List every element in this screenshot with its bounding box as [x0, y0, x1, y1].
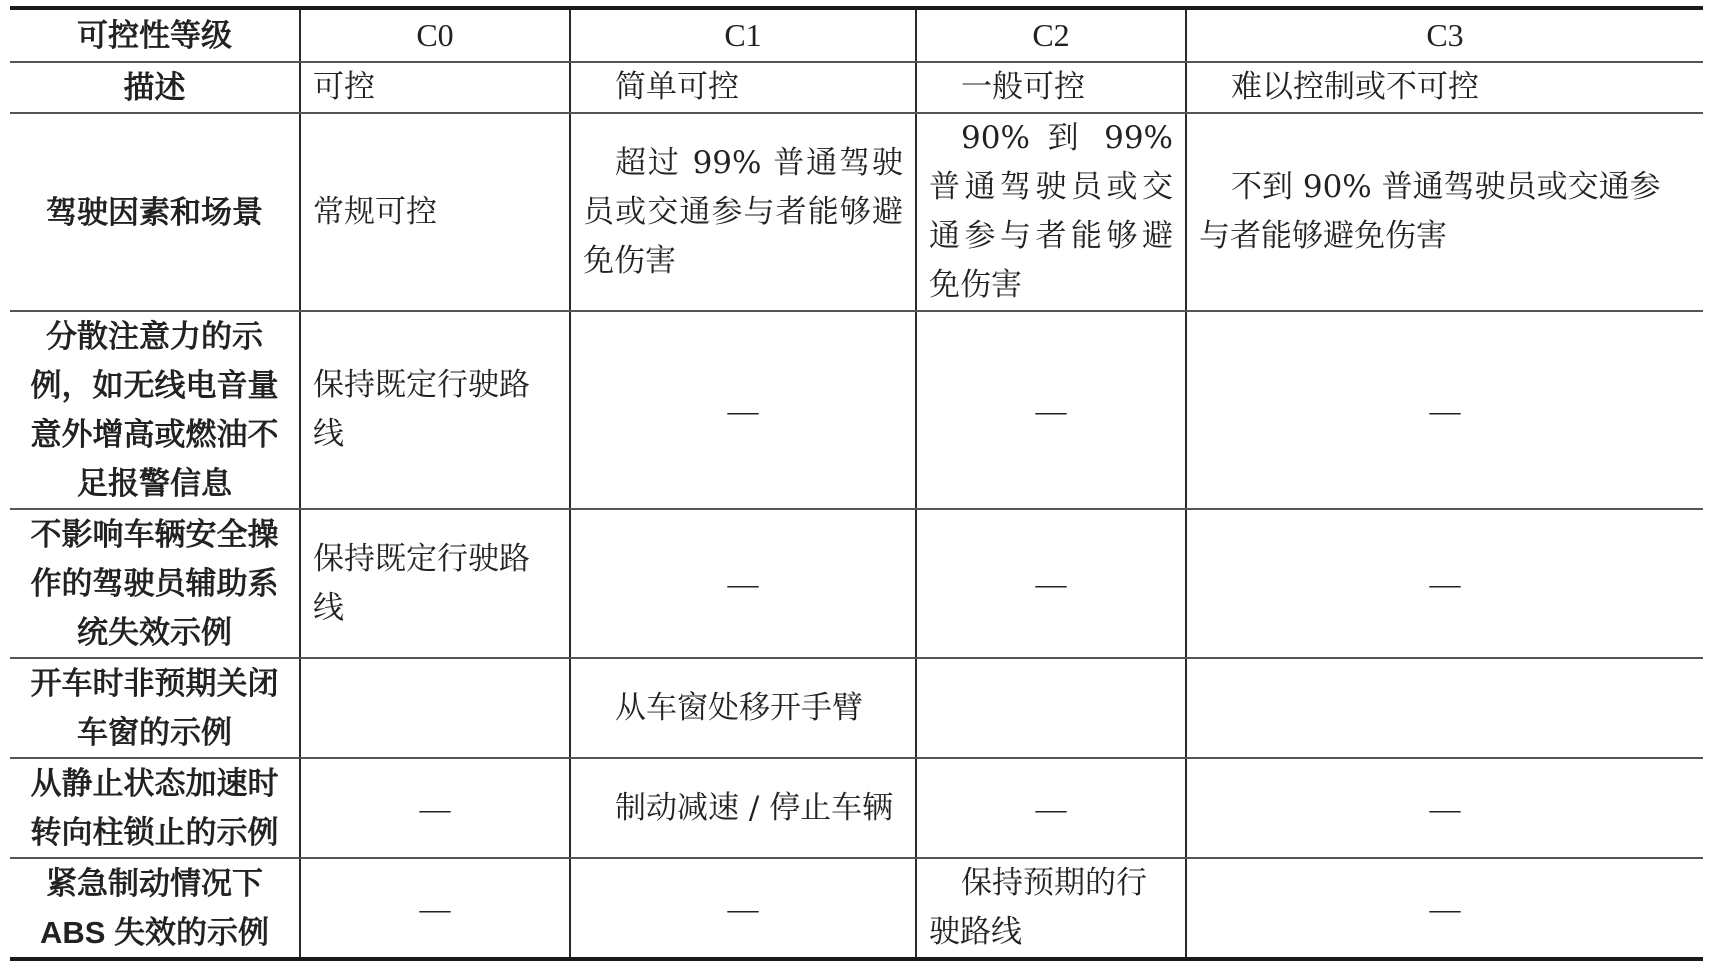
table-row	[10, 758, 1703, 858]
header-c1-cell: C1	[570, 8, 916, 62]
c0-cell: 可控	[300, 62, 570, 113]
c1-cell: —	[570, 509, 916, 658]
table-row	[10, 509, 1703, 658]
c1-cell: —	[570, 311, 916, 509]
row-label-cell: 驾驶因素和场景	[10, 113, 300, 311]
c2-cell: —	[916, 758, 1186, 858]
c0-cell: —	[300, 858, 570, 959]
row-label-cell: 开车时非预期关闭车窗的示例	[10, 658, 300, 758]
row-label-cell: 分散注意力的示例，如无线电音量意外增高或燃油不足报警信息	[10, 311, 300, 509]
c1-cell: 超过 99% 普通驾驶员或交通参与者能够避免伤害	[570, 113, 916, 311]
header-c0-cell: C0	[300, 8, 570, 62]
c3-cell: 难以控制或不可控	[1186, 62, 1703, 113]
c2-cell: 90% 到 99% 普通驾驶员或交通参与者能够避免伤害	[916, 113, 1186, 311]
c1-cell: —	[570, 858, 916, 959]
c3-cell: —	[1186, 758, 1703, 858]
c1-cell: 简单可控	[570, 62, 916, 113]
c0-cell	[300, 658, 570, 758]
c0-cell: —	[300, 758, 570, 858]
row-label-cell: 不影响车辆安全操作的驾驶员辅助系统失效示例	[10, 509, 300, 658]
table-row	[10, 311, 1703, 509]
row-label-cell: 描述	[10, 62, 300, 113]
c2-cell: —	[916, 311, 1186, 509]
c2-cell: —	[916, 509, 1186, 658]
c3-cell	[1186, 658, 1703, 758]
controllability-table-page	[10, 6, 1703, 961]
row-label-cell: 紧急制动情况下 ABS 失效的示例	[10, 858, 300, 959]
c3-cell: 不到 90% 普通驾驶员或交通参与者能够避免伤害	[1186, 113, 1703, 311]
c2-cell: 保持预期的行驶路线	[916, 858, 1186, 959]
controllability-table	[10, 6, 1703, 961]
header-c2-cell: C2	[916, 8, 1186, 62]
table-row	[10, 62, 1703, 113]
c0-cell: 保持既定行驶路线	[300, 509, 570, 658]
table-row	[10, 113, 1703, 311]
table-row	[10, 858, 1703, 959]
row-label-cell: 从静止状态加速时转向柱锁止的示例	[10, 758, 300, 858]
header-label-cell: 可控性等级	[10, 8, 300, 62]
c3-cell: —	[1186, 858, 1703, 959]
c0-cell: 常规可控	[300, 113, 570, 311]
c2-cell: 一般可控	[916, 62, 1186, 113]
header-c3-cell: C3	[1186, 8, 1703, 62]
table-row	[10, 658, 1703, 758]
c3-cell: —	[1186, 311, 1703, 509]
header-row	[10, 8, 1703, 62]
c1-cell: 制动减速 / 停止车辆	[570, 758, 916, 858]
c2-cell	[916, 658, 1186, 758]
c1-cell: 从车窗处移开手臂	[570, 658, 916, 758]
c3-cell: —	[1186, 509, 1703, 658]
c0-cell: 保持既定行驶路线	[300, 311, 570, 509]
